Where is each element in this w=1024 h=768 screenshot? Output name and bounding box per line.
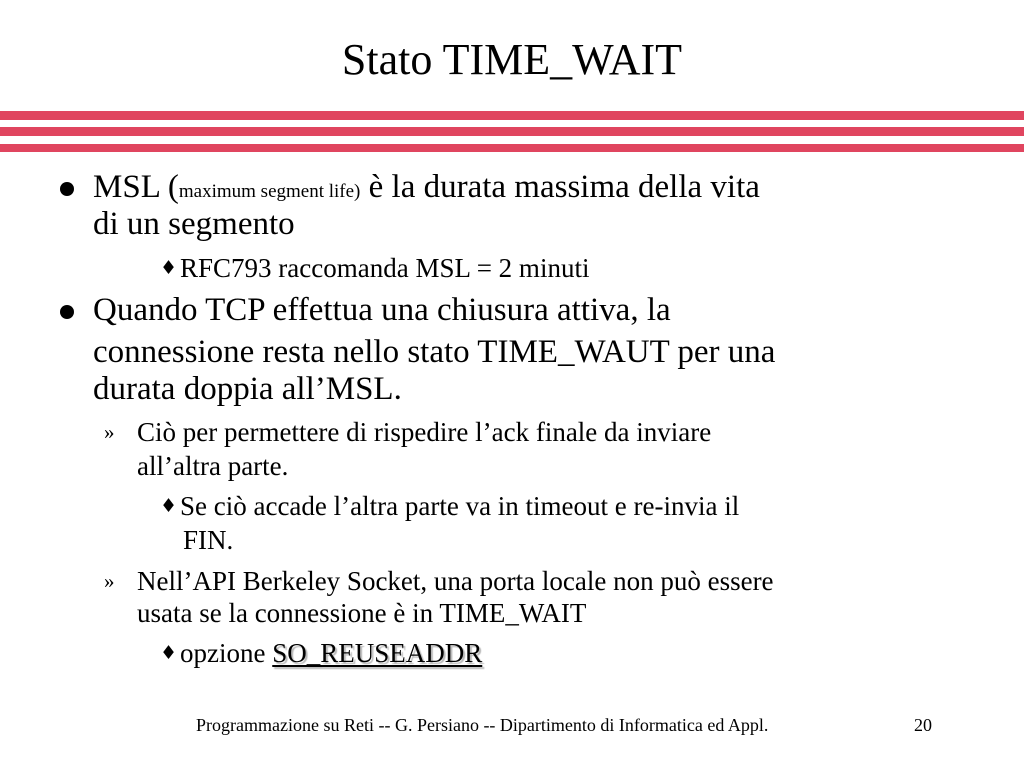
sub-sub-bullet-1-line-1 [160, 490, 739, 522]
sub-bullet-2-line-1: Nell’API Berkeley Socket, una porta locale non può essere [137, 566, 774, 596]
bullet-1-line-2: di un segmento [93, 206, 295, 242]
bullet-1-small-text: maximum segment life) [178, 181, 361, 202]
bullet-dot-icon [60, 305, 74, 319]
bullet-1-sub-text: RFC793 raccomanda MSL = 2 minuti [180, 253, 590, 283]
raquo-bullet-icon: » [104, 569, 115, 593]
diamond-bullet-icon: ♦ [160, 642, 178, 664]
sub-bullet-1-line-2: all’altra parte. [137, 451, 289, 481]
raquo-bullet-icon: » [104, 420, 115, 444]
decorative-band-bottom [0, 144, 1024, 152]
bullet-2-line-2: connessione resta nello stato TIME_WAUT per una [93, 334, 776, 370]
sub-sub-bullet-2 [160, 637, 482, 669]
page-number: 20 [914, 715, 932, 735]
bullet-1-sub-item [160, 252, 589, 284]
bullet-2-line-1: Quando TCP effettua una chiusura attiva, la [93, 292, 671, 328]
bullet-1-line-1 [93, 169, 760, 210]
sub-bullet-1-line-1: Ciò per permettere di rispedire l’ack finale da inviare [137, 417, 712, 447]
sub-sub-bullet-1-text: Se ciò accade l’altra parte va in timeout e re-invia il [180, 491, 740, 521]
decorative-band-middle [0, 127, 1024, 136]
diamond-bullet-icon: ♦ [160, 257, 178, 279]
sub-bullet-2-line-2: usata se la connessione è in TIME_WAIT [137, 598, 587, 628]
sub-sub-bullet-1-line-2: FIN. [183, 525, 234, 555]
slide-title: Stato TIME_WAIT [341, 35, 683, 84]
bullet-2-line-3: durata doppia all’MSL. [93, 371, 402, 407]
bullet-1-text-end: è la durata massima della vita [360, 169, 760, 205]
diamond-bullet-icon: ♦ [160, 495, 178, 517]
so-reuseaddr-link[interactable]: SO_REUSEADDR [272, 638, 483, 668]
decorative-band-top [0, 111, 1024, 120]
bullet-dot-icon [60, 182, 74, 196]
footer-text: Programmazione su Reti -- G. Persiano -- Dipartimento di Informatica ed Appl. [196, 715, 769, 735]
sub-sub-bullet-2-text: opzione [180, 638, 273, 668]
bullet-1-text-start: MSL ( [93, 169, 179, 205]
